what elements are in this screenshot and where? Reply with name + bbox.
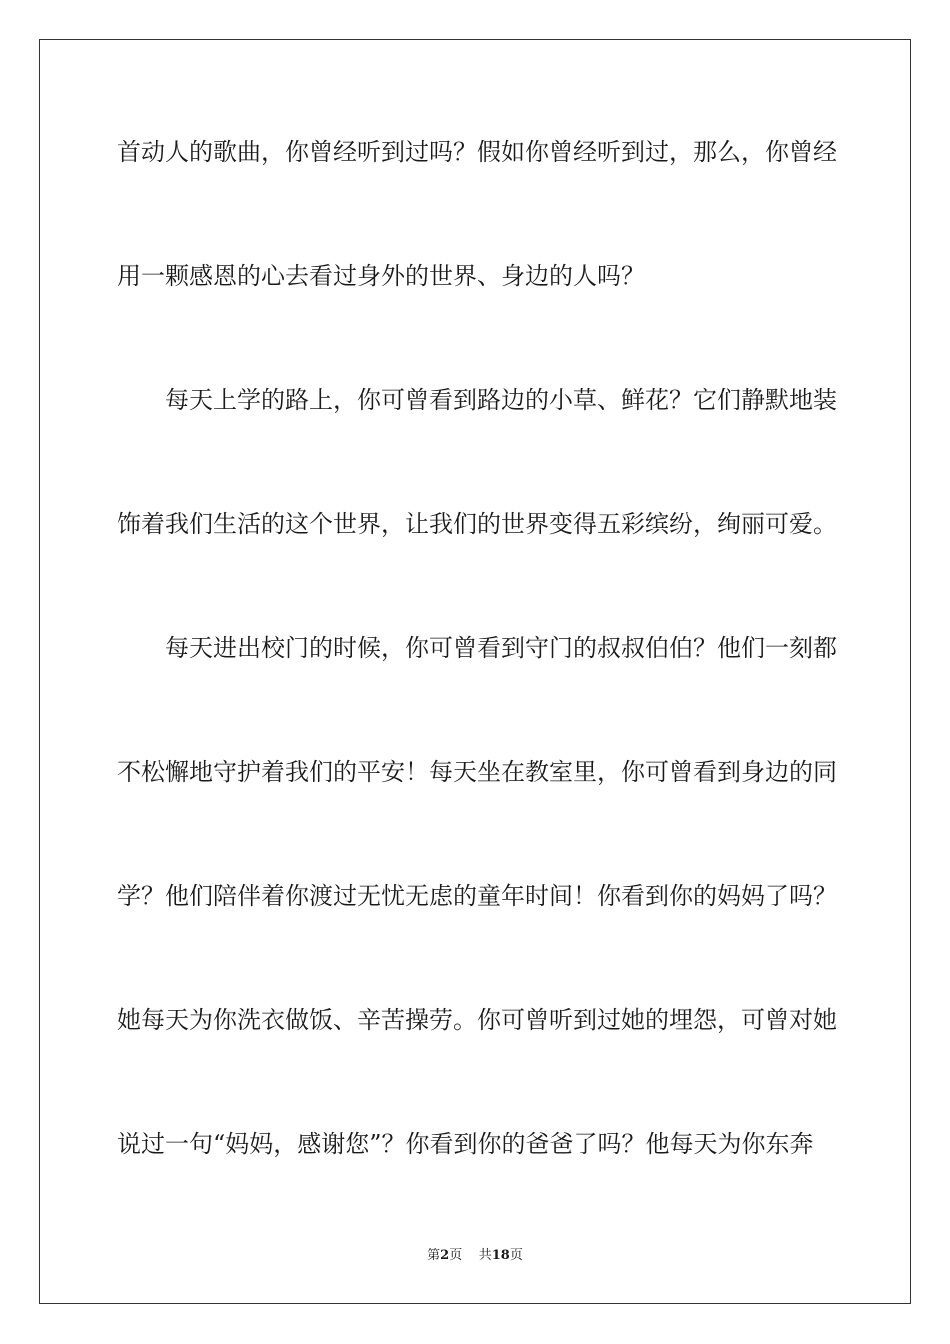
paragraph-line-6: 不松懈地守护着我们的平安！每天坐在教室里，你可曾看到身边的同 [117,758,837,786]
page-footer [0,1247,950,1265]
paragraph-line-3: 每天上学的路上，你可曾看到路边的小草、鲜花？它们静默地装 [165,386,837,414]
paragraph-line-5: 每天进出校门的时候，你可曾看到守门的叔叔伯伯？他们一刻都 [165,634,837,662]
footer-page-suffix: 页 [449,1248,463,1263]
footer-page-number: 2 [440,1248,450,1263]
footer-page-prefix: 第 [427,1248,441,1263]
page-border [39,39,911,1304]
paragraph-line-8: 她每天为你洗衣做饭、辛苦操劳。你可曾听到过她的埋怨，可曾对她 [117,1006,837,1034]
paragraph-line-2: 用一颗感恩的心去看过身外的世界、身边的人吗？ [117,262,645,290]
paragraph-line-4: 饰着我们生活的这个世界，让我们的世界变得五彩缤纷，绚丽可爱。 [117,510,837,538]
footer-total-pages: 18 [491,1248,510,1263]
paragraph-line-7: 学？他们陪伴着你渡过无忧无虑的童年时间！你看到你的妈妈了吗？ [117,882,837,910]
paragraph-line-9: 说过一句“妈妈，感谢您”？你看到你的爸爸了吗？他每天为你东奔 [117,1130,814,1158]
footer-total-prefix: 共 [478,1248,492,1263]
footer-total-suffix: 页 [509,1248,523,1263]
paragraph-line-1: 首动人的歌曲，你曾经听到过吗？假如你曾经听到过，那么，你曾经 [117,138,837,166]
